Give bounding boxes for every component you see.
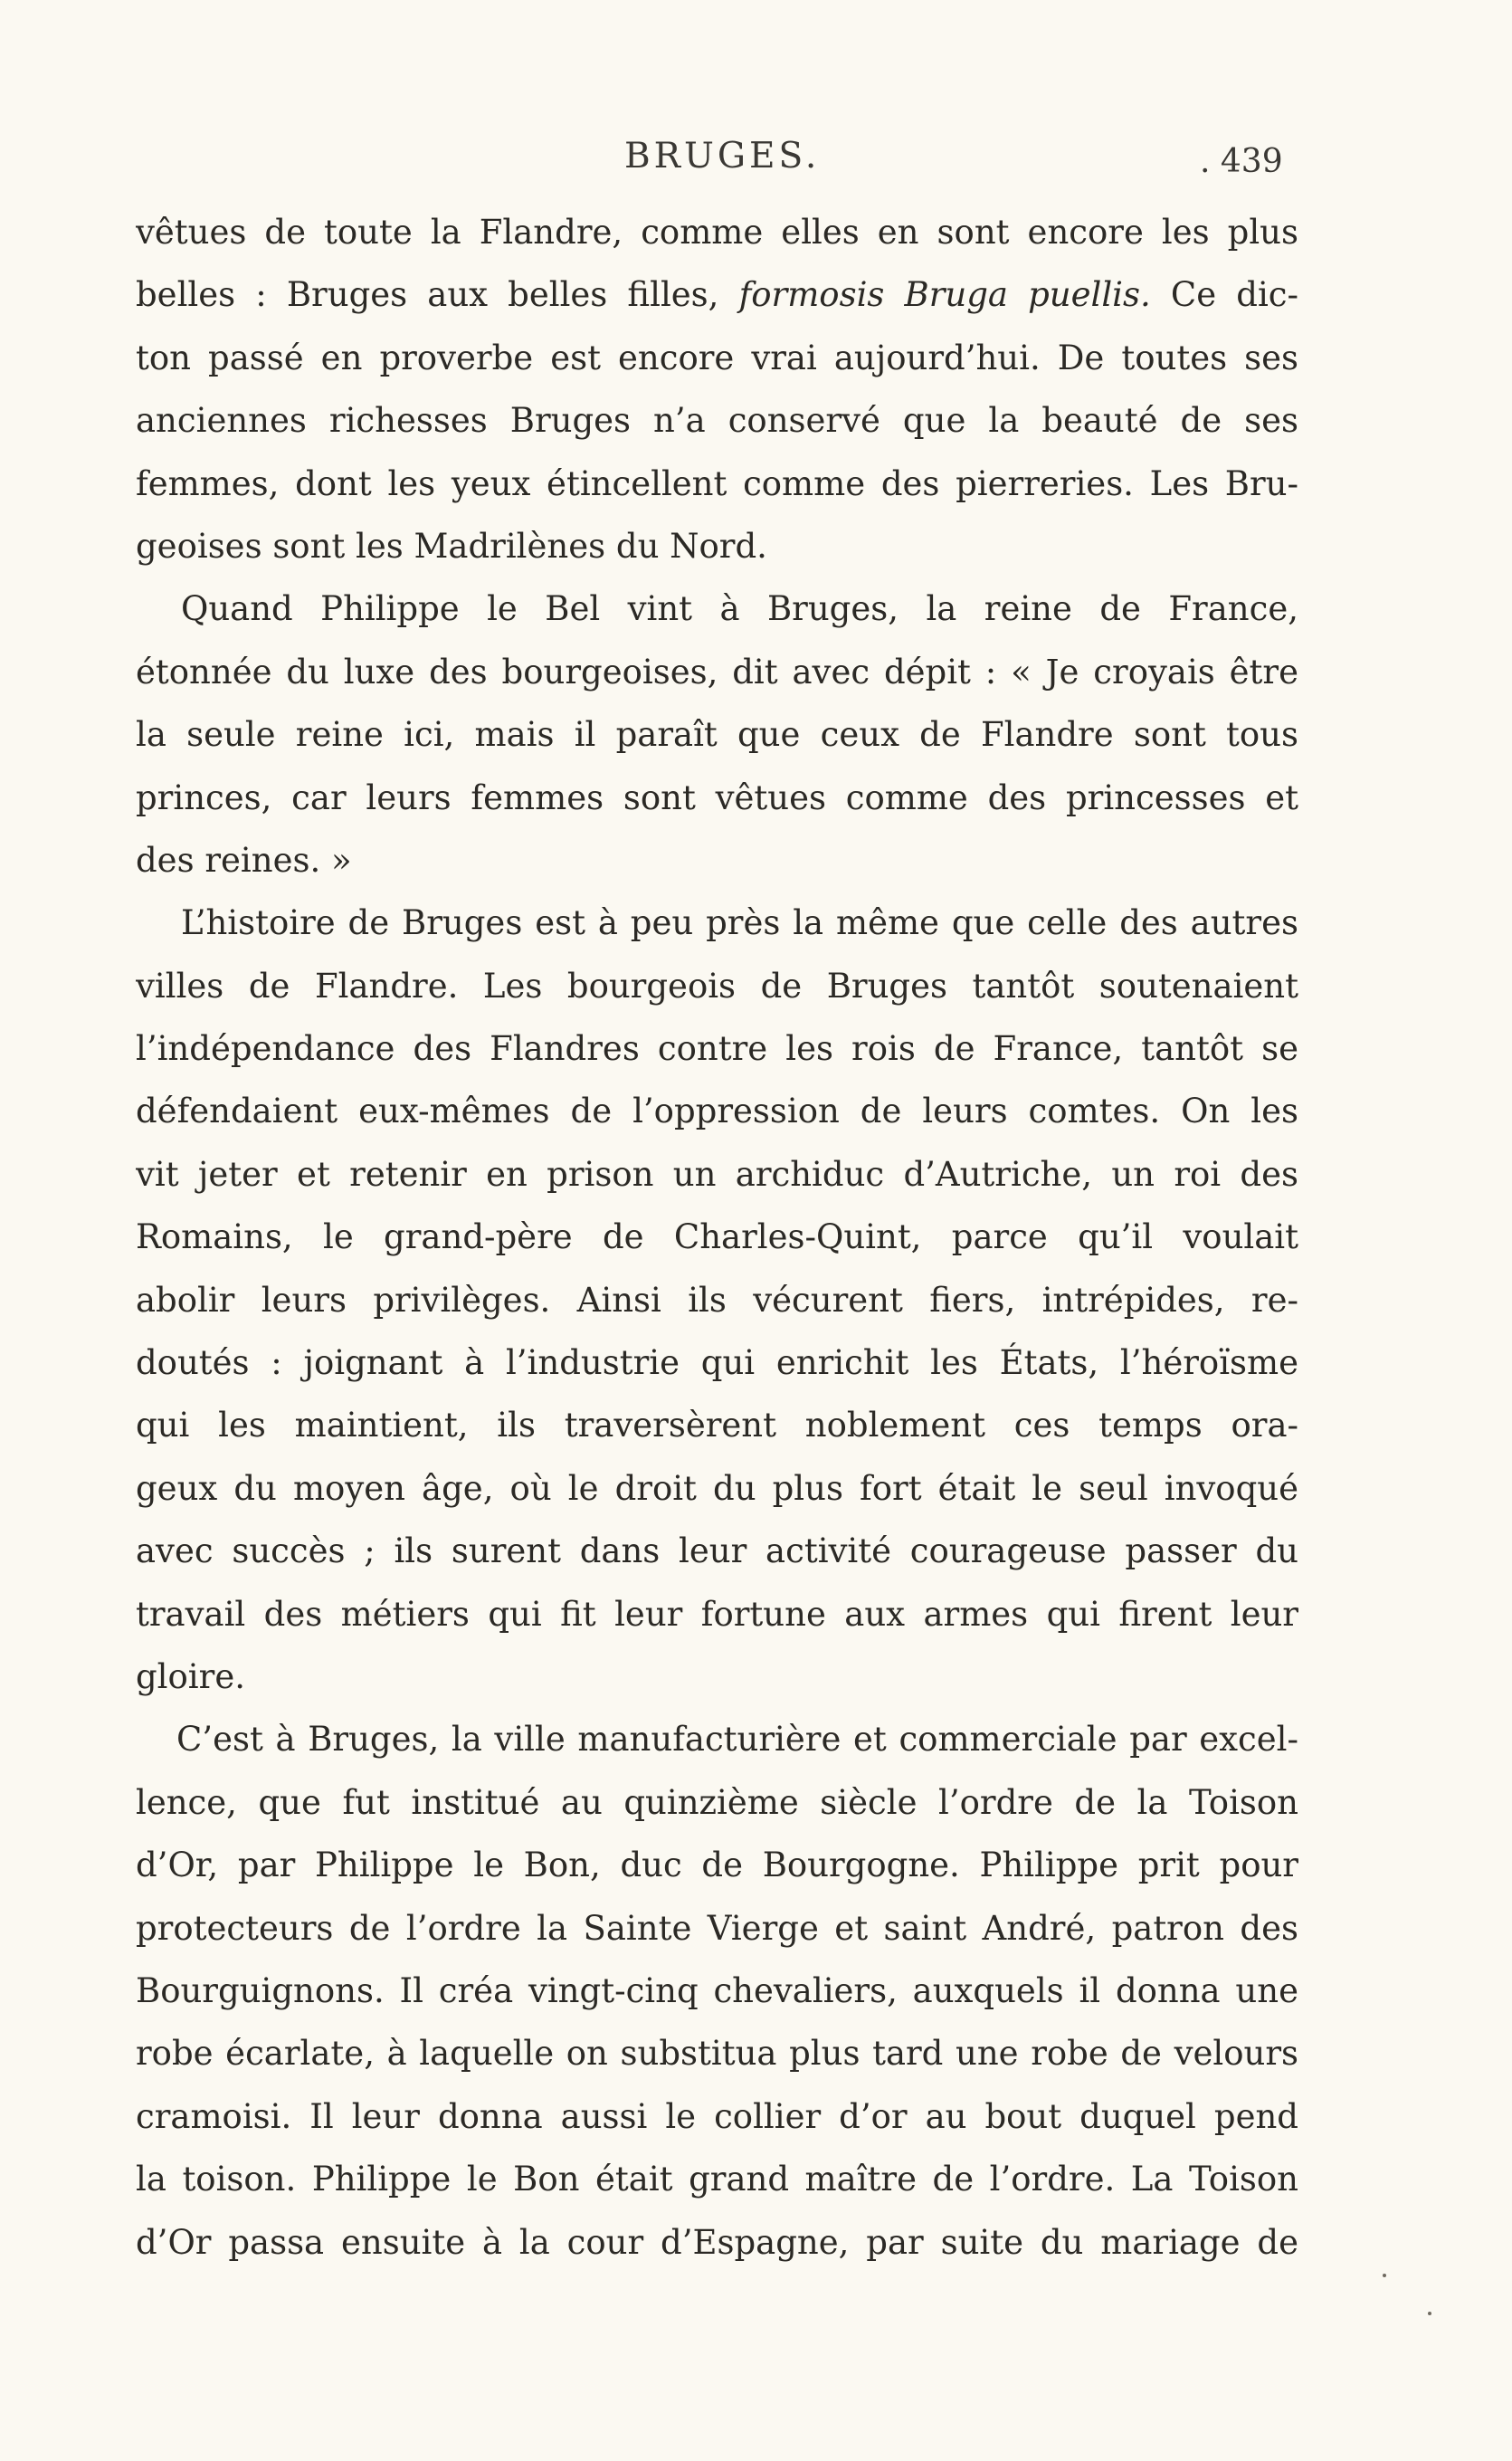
text-line: d’Or, par Philippe le Bon, duc de Bourgogne. Philippe prit pour bbox=[136, 1846, 1298, 1885]
text-line: protecteurs de l’ordre la Sainte Vierge et saint André, patron des bbox=[136, 1908, 1298, 1948]
running-title: BRUGES. bbox=[624, 136, 821, 176]
text-line: travail des métiers qui fit leur fortune aux armes qui firent leur bbox=[136, 1594, 1298, 1634]
text-line: lence, que fut institué au quinzième siècle l’ordre de la Toison bbox=[136, 1782, 1298, 1822]
text-line: vit jeter et retenir en prison un archiduc d’Autriche, un roi des bbox=[136, 1154, 1298, 1194]
text-line: défendaient eux-mêmes de l’oppression de leurs comtes. On les bbox=[136, 1092, 1298, 1131]
body-text bbox=[136, 201, 1298, 2274]
text-line: femmes, dont les yeux étincellent comme des pierreries. Les Bru- bbox=[136, 463, 1298, 503]
text-line: cramoisi. Il leur donna aussi le collier d’or au bout duquel pend bbox=[136, 2096, 1298, 2136]
text-line: Bourguignons. Il créa vingt-cinq chevaliers, auxquels il donna une bbox=[136, 1970, 1298, 2010]
text-line: avec succès ; ils surent dans leur activité courageuse passer du bbox=[136, 1531, 1298, 1571]
paragraph bbox=[136, 201, 1298, 577]
text-line: princes, car leurs femmes sont vêtues comme des princesses et bbox=[136, 777, 1298, 817]
text-line: étonnée du luxe des bourgeoises, dit avec dépit : « Je croyais être bbox=[136, 652, 1298, 692]
text-segment: belles : Bruges aux belles filles, bbox=[136, 275, 739, 315]
text-line: vêtues de toute la Flandre, comme elles en sont encore les plus bbox=[136, 213, 1298, 252]
text-line: l’indépendance des Flandres contre les rois de France, tantôt se bbox=[136, 1029, 1298, 1069]
text-line: L’histoire de Bruges est à peu près la même que celle des autres bbox=[181, 903, 1298, 943]
page-number: . 439 bbox=[1200, 143, 1283, 180]
text-line: villes de Flandre. Les bourgeois de Bruges tantôt soutenaient bbox=[136, 966, 1298, 1006]
text-segment: Ce dic- bbox=[1150, 275, 1298, 315]
text-line: C’est à Bruges, la ville manufacturière et commerciale par excel- bbox=[176, 1720, 1298, 1760]
paper-speck bbox=[1383, 2274, 1386, 2277]
text-line: d’Or passa ensuite à la cour d’Espagne, par suite du mariage de bbox=[136, 2222, 1298, 2262]
text-line: la toison. Philippe le Bon était grand maître de l’ordre. La Toison bbox=[136, 2160, 1298, 2199]
text-line bbox=[136, 263, 1298, 326]
text-line: Romains, le grand-père de Charles-Quint, parce qu’il voulait bbox=[136, 1217, 1298, 1257]
text-line: gloire. bbox=[136, 1656, 245, 1696]
paper-speck bbox=[1428, 2312, 1431, 2315]
running-head bbox=[0, 136, 1512, 190]
paragraph bbox=[136, 1708, 1298, 2274]
paragraph bbox=[136, 577, 1298, 892]
text-line: geux du moyen âge, où le droit du plus fort était le seul invoqué bbox=[136, 1468, 1298, 1508]
latin-motto: formosis Bruga puellis. bbox=[738, 275, 1151, 315]
text-line: qui les maintient, ils traversèrent noblement ces temps ora- bbox=[136, 1406, 1298, 1445]
text-line: geoises sont les Madrilènes du Nord. bbox=[136, 526, 767, 566]
text-line: ton passé en proverbe est encore vrai aujourd’hui. De toutes ses bbox=[136, 338, 1298, 377]
paragraph bbox=[136, 892, 1298, 1708]
text-line: anciennes richesses Bruges n’a conservé que la beauté de ses bbox=[136, 401, 1298, 441]
text-line: la seule reine ici, mais il paraît que ceux de Flandre sont tous bbox=[136, 715, 1298, 755]
text-line: robe écarlate, à laquelle on substitua plus tard une robe de velours bbox=[136, 2034, 1298, 2074]
text-line: doutés : joignant à l’industrie qui enrichit les États, l’héroïsme bbox=[136, 1343, 1298, 1383]
text-line: des reines. » bbox=[136, 840, 352, 880]
text-line: abolir leurs privilèges. Ainsi ils vécurent fiers, intrépides, re- bbox=[136, 1280, 1298, 1320]
text-line: Quand Philippe le Bel vint à Bruges, la reine de France, bbox=[181, 589, 1298, 629]
